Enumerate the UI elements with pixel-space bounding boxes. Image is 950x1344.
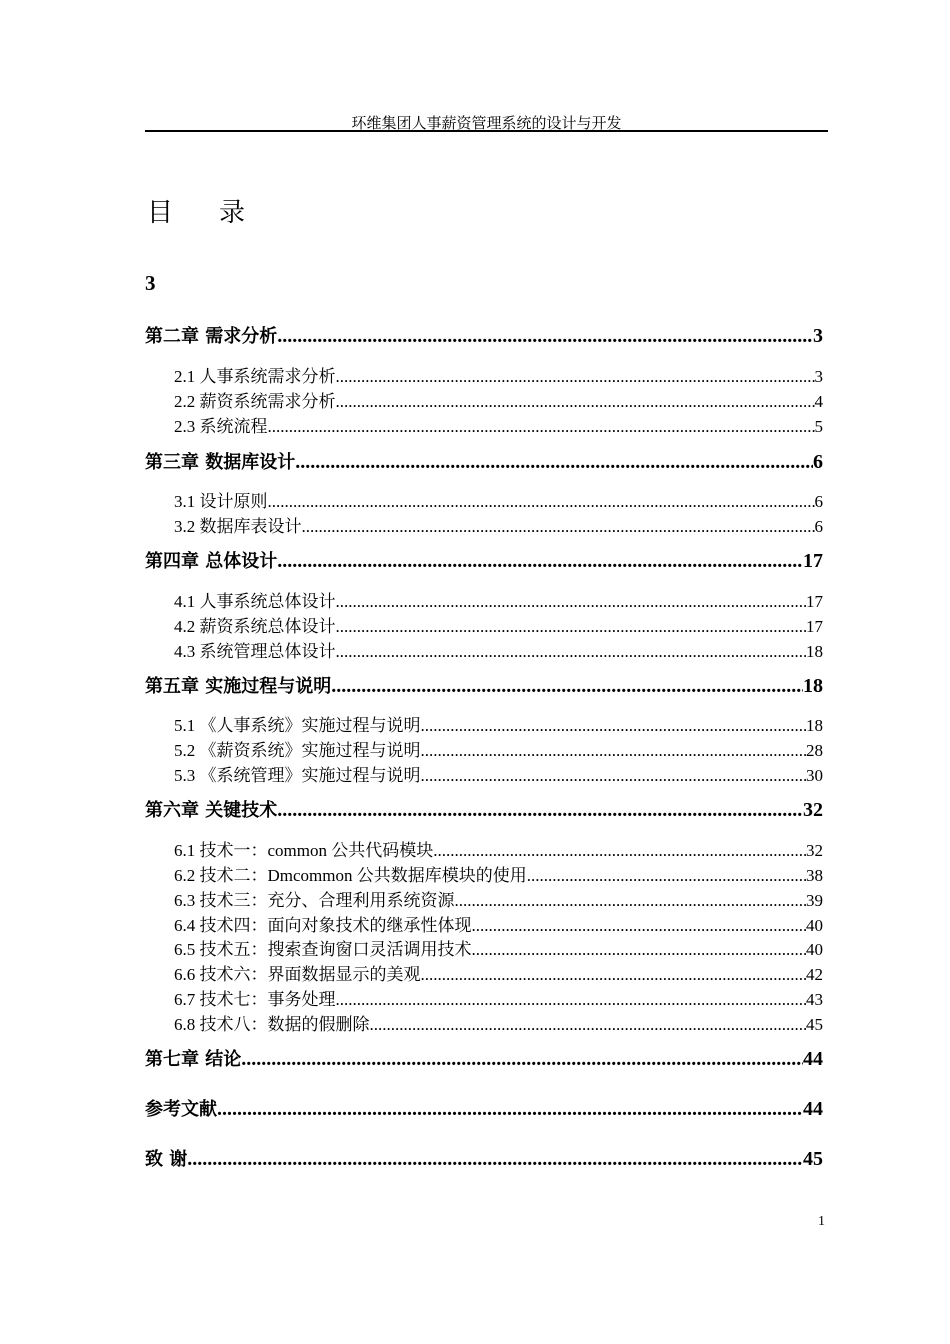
toc-entry-page: 17	[806, 592, 823, 611]
toc-entry-label: 第六章 关键技术	[145, 800, 278, 821]
toc-entry-label: 6.1 技术一：common 公共代码模块	[174, 841, 434, 860]
page-number: 1	[818, 1214, 825, 1229]
toc-entry-chapter-6[interactable]	[145, 796, 823, 822]
toc-entry-3-2[interactable]	[174, 512, 823, 537]
toc-entry-page: 17	[806, 617, 823, 636]
dot-leader	[336, 990, 807, 1010]
dot-leader	[268, 417, 815, 437]
toc-entry-label: 6.3 技术三：充分、合理利用系统资源	[174, 891, 455, 910]
dot-leader	[336, 367, 815, 387]
dot-leader	[277, 550, 803, 573]
toc-entry-2-3[interactable]	[174, 412, 823, 437]
toc-entry-6-2[interactable]	[174, 861, 823, 886]
toc-entry-2-1[interactable]	[174, 362, 823, 387]
toc-entry-page: 38	[806, 866, 823, 885]
dot-leader	[336, 592, 807, 612]
toc-entry-page: 44	[803, 1098, 823, 1120]
dot-leader	[421, 741, 807, 761]
toc-entry-2-2[interactable]	[174, 387, 823, 412]
toc-entry-page: 32	[806, 841, 823, 860]
toc-entry-page: 18	[803, 675, 823, 697]
toc-entry-page: 30	[806, 766, 823, 785]
toc-entry-6-7[interactable]	[174, 985, 823, 1010]
toc-first-line: 3	[145, 271, 156, 295]
toc-entry-label: 2.3 系统流程	[174, 417, 268, 436]
toc-title-part2: 录	[219, 198, 248, 228]
toc-entry-label: 6.6 技术六：界面数据显示的美观	[174, 965, 421, 984]
dot-leader	[370, 1015, 807, 1035]
toc-entry-page: 6	[814, 492, 823, 511]
toc-entry-page: 17	[803, 550, 823, 572]
dot-leader	[268, 492, 815, 512]
dot-leader	[295, 451, 813, 474]
dot-leader	[455, 891, 807, 911]
toc-entry-label: 第二章 需求分析	[145, 326, 278, 347]
toc-entry-6-5[interactable]	[174, 935, 823, 960]
dot-leader	[187, 1148, 803, 1171]
dot-leader	[217, 1098, 803, 1121]
dot-leader	[336, 617, 807, 637]
toc-entry-label: 5.1 《人事系统》实施过程与说明	[174, 716, 421, 735]
toc-entry-page: 28	[806, 741, 823, 760]
toc-entry-6-1[interactable]	[174, 836, 823, 861]
toc-entry-page: 5	[814, 417, 823, 436]
toc-entry-page: 45	[806, 1015, 823, 1034]
toc-entry-page: 32	[803, 799, 823, 821]
toc-entry-6-8[interactable]	[174, 1010, 823, 1035]
toc-entry-page: 3	[814, 367, 823, 386]
toc-entry-label: 第三章 数据库设计	[145, 452, 296, 473]
dot-leader	[421, 965, 807, 985]
toc-title	[147, 192, 247, 229]
toc-entry-chapter-7[interactable]	[145, 1045, 823, 1071]
toc-entry-label: 6.8 技术八：数据的假删除	[174, 1015, 370, 1034]
dot-leader	[472, 916, 807, 936]
toc-entry-page: 6	[814, 517, 823, 536]
toc-entry-page: 40	[806, 916, 823, 935]
toc-entry-label: 5.3 《系统管理》实施过程与说明	[174, 766, 421, 785]
toc-entry-page: 44	[803, 1048, 823, 1070]
toc-entry-label: 2.1 人事系统需求分析	[174, 367, 336, 386]
dot-leader	[336, 642, 807, 662]
dot-leader	[421, 766, 807, 786]
toc-entry-6-4[interactable]	[174, 911, 823, 936]
toc-entry-page: 18	[806, 642, 823, 661]
toc-entry-chapter-4[interactable]	[145, 547, 823, 573]
toc-entry-5-2[interactable]	[174, 736, 823, 761]
dot-leader	[331, 675, 803, 698]
toc-entry-label: 4.2 薪资系统总体设计	[174, 617, 336, 636]
toc-entry-4-2[interactable]	[174, 612, 823, 637]
toc-entry-chapter-5[interactable]	[145, 672, 823, 698]
toc-entry-label: 6.4 技术四：面向对象技术的继承性体现	[174, 916, 472, 935]
toc-entry-label: 致 谢	[145, 1149, 188, 1170]
toc-entry-4-3[interactable]	[174, 637, 823, 662]
dot-leader	[241, 1048, 803, 1071]
toc-entry-label: 3.1 设计原则	[174, 492, 268, 511]
toc-entry-5-1[interactable]	[174, 711, 823, 736]
toc-entry-label: 3.2 数据库表设计	[174, 517, 302, 536]
toc-entry-label: 第七章 结论	[145, 1049, 242, 1070]
toc-entry-5-3[interactable]	[174, 761, 823, 786]
toc-entry-chapter-2[interactable]	[145, 322, 823, 348]
toc-entry-6-3[interactable]	[174, 886, 823, 911]
toc-entry-3-1[interactable]	[174, 487, 823, 512]
header-rule	[145, 130, 828, 132]
toc-entry-label: 6.5 技术五：搜索查询窗口灵活调用技术	[174, 940, 472, 959]
toc-entry-label: 5.2 《薪资系统》实施过程与说明	[174, 741, 421, 760]
toc-entry-references[interactable]	[145, 1095, 823, 1121]
dot-leader	[302, 517, 815, 537]
toc-title-part1: 目	[147, 198, 176, 228]
toc-entry-page: 6	[813, 451, 823, 473]
dot-leader	[433, 841, 806, 861]
dot-leader	[527, 866, 806, 886]
toc-entry-6-6[interactable]	[174, 960, 823, 985]
running-header: 环维集团人事薪资管理系统的设计与开发	[351, 116, 622, 132]
toc-entry-label: 第五章 实施过程与说明	[145, 676, 332, 697]
dot-leader	[277, 799, 803, 822]
toc-entry-4-1[interactable]	[174, 587, 823, 612]
toc-entry-label: 6.2 技术二：Dmcommon 公共数据库模块的使用	[174, 866, 527, 885]
toc-entry-label: 4.3 系统管理总体设计	[174, 642, 336, 661]
toc-entry-page: 45	[803, 1148, 823, 1170]
toc-entry-label: 2.2 薪资系统需求分析	[174, 392, 336, 411]
dot-leader	[421, 716, 807, 736]
toc-entry-page: 18	[806, 716, 823, 735]
toc-entry-page: 39	[806, 891, 823, 910]
toc-entry-label: 4.1 人事系统总体设计	[174, 592, 336, 611]
dot-leader	[472, 940, 807, 960]
toc-entry-label: 第四章 总体设计	[145, 551, 278, 572]
toc-entry-label: 参考文献	[145, 1099, 217, 1120]
toc-entry-page: 43	[806, 990, 823, 1009]
dot-leader	[277, 325, 813, 348]
toc-entry-page: 40	[806, 940, 823, 959]
toc-entry-page: 4	[814, 392, 823, 411]
toc-entry-label: 6.7 技术七：事务处理	[174, 990, 336, 1009]
toc-entry-page: 42	[806, 965, 823, 984]
toc-entry-chapter-3[interactable]	[145, 448, 823, 474]
toc-entry-page: 3	[813, 325, 823, 347]
toc-entry-acknowledgements[interactable]	[145, 1145, 823, 1171]
dot-leader	[336, 392, 815, 412]
